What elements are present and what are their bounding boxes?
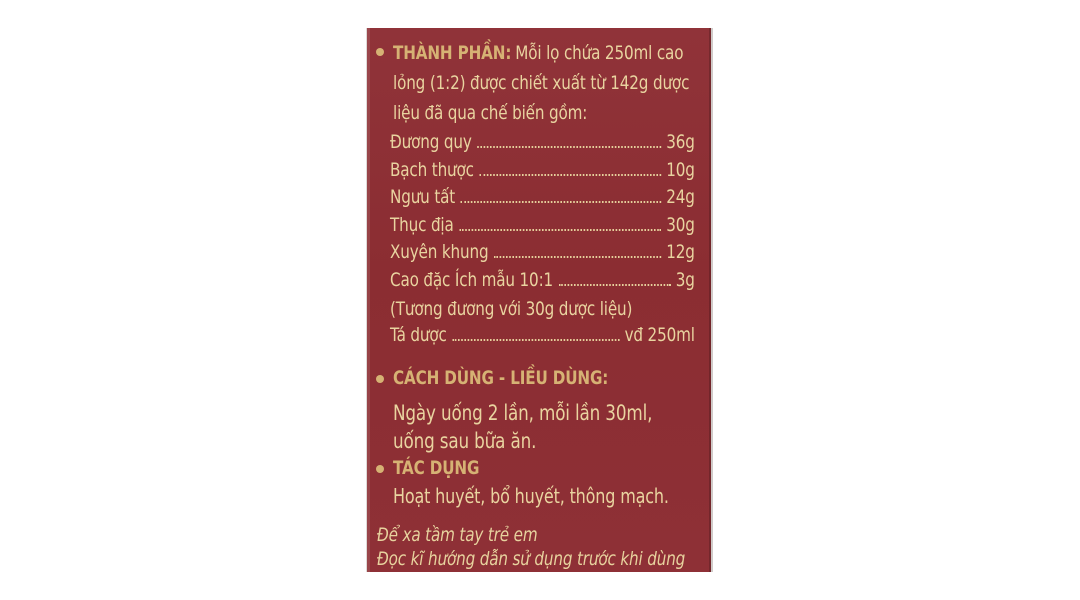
ingredient-row: [390, 159, 695, 187]
excipient-amount: vđ 250ml: [624, 323, 695, 346]
dot-leader: [459, 229, 661, 231]
intro-line-1: [393, 38, 689, 68]
ingredient-amount: 30g: [666, 213, 695, 236]
warning-footer: [377, 523, 700, 571]
section-cach-dung: [376, 365, 711, 455]
dot-leader: [452, 339, 619, 341]
intro-line-2: lỏng (1:2) được chiết xuất từ 142g dược: [393, 72, 690, 94]
dot-leader: [479, 174, 661, 176]
cach-dung-heading-row: [376, 365, 711, 391]
ingredient-amount: 12g: [666, 241, 695, 263]
ingredient-name: Thục địa: [390, 213, 454, 236]
excipient-row: [390, 324, 695, 352]
dot-leader: [494, 256, 661, 258]
ingredient-list: [390, 131, 695, 351]
tac-dung-heading-row: [376, 455, 711, 481]
equivalence-note: (Tương đương với 30g dược liệu): [390, 298, 633, 320]
warning-line-2: Đọc kĩ hướng dẫn sử dụng trước khi dùng: [377, 548, 686, 570]
ingredient-amount: 36g: [666, 131, 695, 153]
warning-line-1: Để xa tầm tay trẻ em: [377, 524, 538, 546]
dot-leader: [559, 284, 671, 286]
ingredient-amount: 10g: [666, 158, 695, 181]
section-title-thanh-phan: THÀNH PHẦN:: [393, 42, 512, 64]
section-tac-dung: [376, 455, 711, 509]
intro-text-1: Mỗi lọ chứa 250ml cao: [515, 42, 684, 64]
ingredient-name: Cao đặc Ích mẫu 10:1: [390, 268, 554, 291]
ingredient-name: Ngưu tất: [390, 186, 456, 208]
excipient-name: Tá dược: [390, 323, 447, 346]
section-thanh-phan: [376, 38, 711, 128]
intro-line-3: liệu đã qua chế biến gồm:: [393, 102, 588, 124]
ingredient-name: Bạch thược: [390, 158, 474, 181]
effect-text: Hoạt huyết, bổ huyết, thông mạch.: [393, 484, 669, 508]
bullet-icon: [376, 465, 384, 473]
ingredient-amount: 3g: [675, 268, 695, 291]
bullet-icon: [376, 48, 384, 56]
bullet-icon: [376, 375, 384, 383]
ingredient-row: [390, 241, 695, 269]
ingredient-name: Xuyên khung: [390, 241, 489, 263]
ingredient-name: Đương quy: [390, 131, 472, 153]
thanh-phan-intro: [393, 38, 689, 128]
dot-leader: [461, 201, 662, 203]
section-title-cach-dung: CÁCH DÙNG - LIỀU DÙNG:: [393, 367, 609, 389]
dosage-line-2: uống sau bữa ăn.: [393, 429, 537, 453]
ingredient-row: [390, 269, 695, 297]
ingredient-row: [390, 186, 695, 214]
dosage-line-1: Ngày uống 2 lần, mỗi lần 30ml,: [393, 401, 653, 425]
ingredient-amount: 24g: [666, 186, 695, 208]
medicine-box-label-panel: [367, 28, 711, 572]
dot-leader: [477, 146, 661, 148]
ingredient-row: [390, 131, 695, 159]
cach-dung-body: [393, 399, 697, 455]
section-title-tac-dung: TÁC DỤNG: [393, 457, 480, 479]
ingredient-row: [390, 214, 695, 242]
